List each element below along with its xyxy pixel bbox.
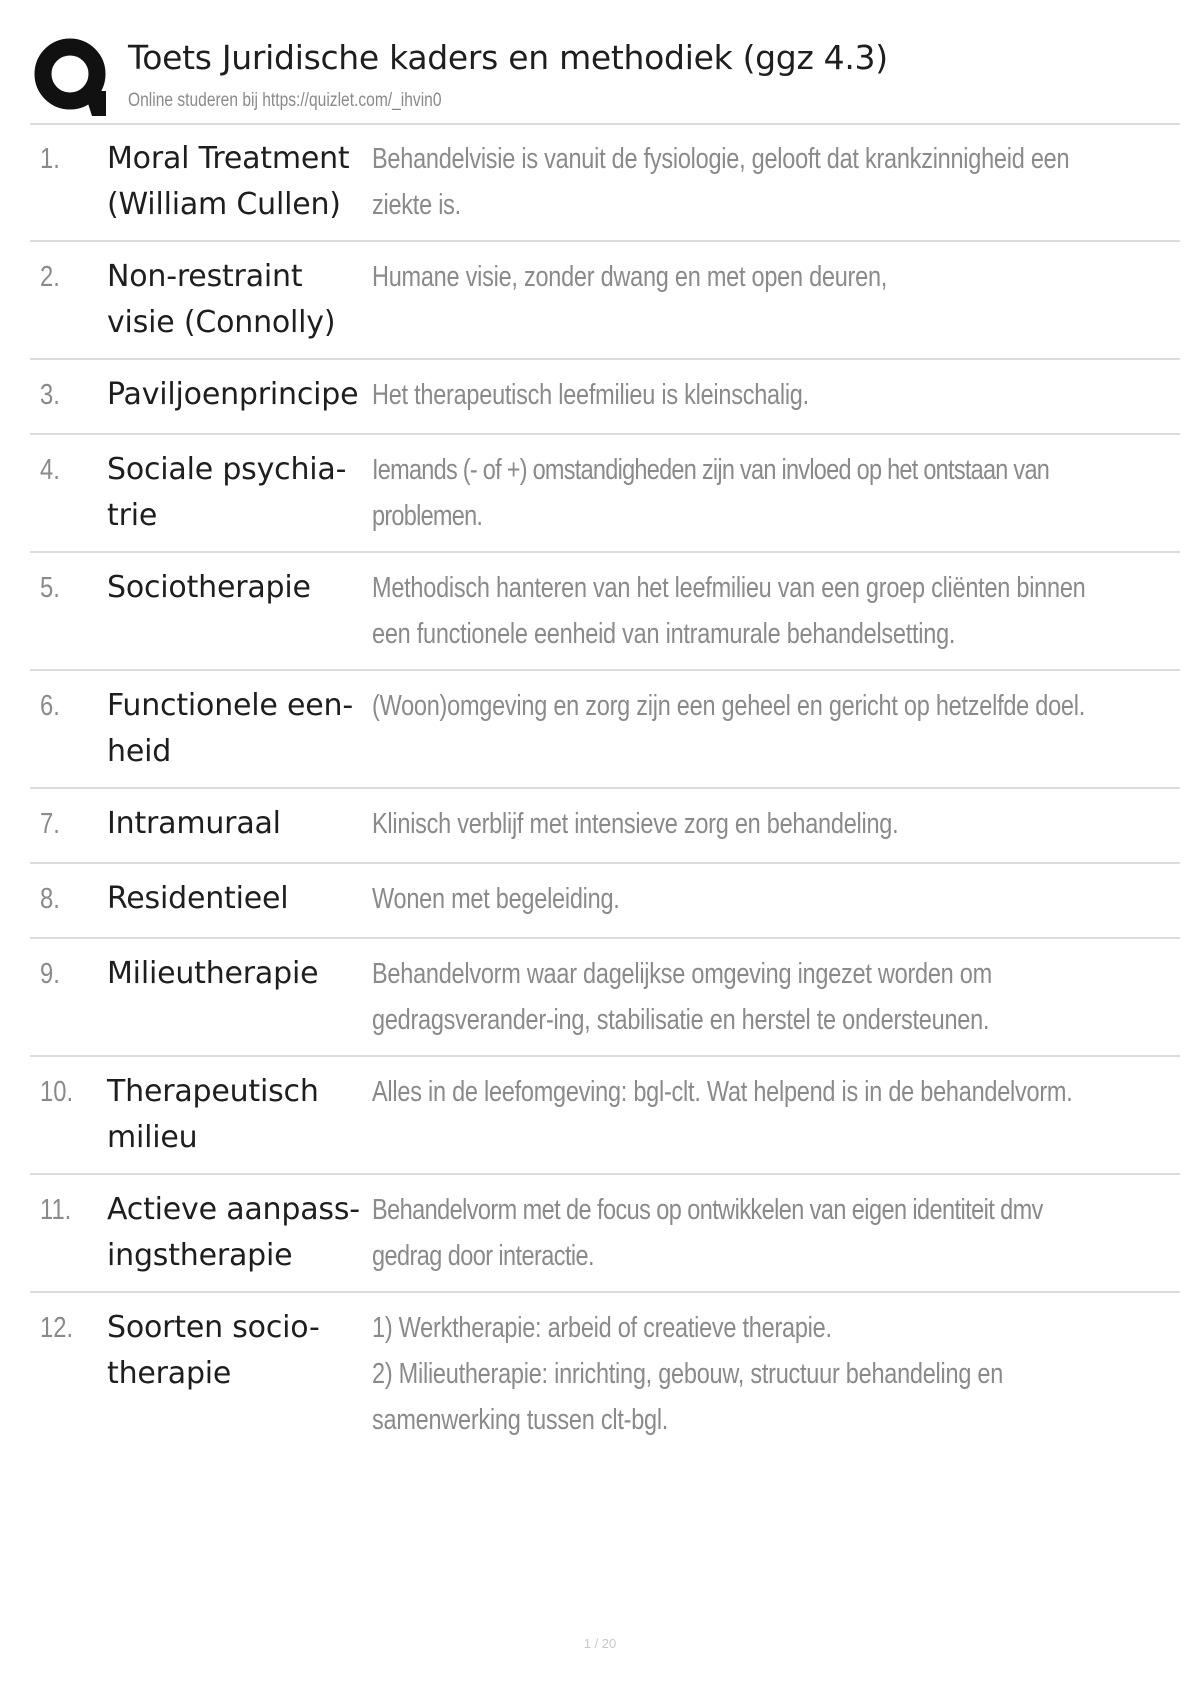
term-row <box>30 939 1180 1057</box>
term-row <box>30 124 1180 242</box>
term-title: Moral Treatment (William Cullen) <box>107 141 350 222</box>
term-row <box>30 360 1180 435</box>
term-list <box>30 124 1180 1453</box>
term-title: Sociotherapie <box>107 570 311 605</box>
quizlet-logo-icon <box>32 36 116 120</box>
term-title: Functionele een-heid <box>107 688 353 769</box>
term-row <box>30 242 1180 360</box>
term-definition: Behandelvisie is vanuit de fysiologie, gelooft dat krankzinnigheid een ziekte is. <box>372 143 1070 221</box>
term-definition: Klinisch verblijf met intensieve zorg en behandeling. <box>372 808 899 840</box>
term-title: Sociale psychia-trie <box>107 452 347 533</box>
term-number: 8. <box>40 883 60 915</box>
document-subtitle: Online studeren bij https://quizlet.com/_ihvin0 <box>128 90 442 111</box>
term-title: Residentieel <box>107 881 289 916</box>
term-title: Milieutherapie <box>107 956 319 991</box>
term-row <box>30 435 1180 553</box>
term-title: Actieve aanpass-ingstherapie <box>107 1192 360 1273</box>
definition-line: 1) Werktherapie: arbeid of creatieve therapie. <box>372 1312 832 1344</box>
term-definition <box>372 1305 1105 1443</box>
term-definition: Wonen met begeleiding. <box>372 883 620 915</box>
term-number: 5. <box>40 572 60 604</box>
term-row <box>30 553 1180 671</box>
term-row <box>30 789 1180 864</box>
term-definition: Humane visie, zonder dwang en met open deuren, <box>372 261 888 293</box>
term-row <box>30 1175 1180 1293</box>
term-number: 1. <box>40 143 60 175</box>
definition-line: 2) Milieutherapie: inrichting, gebouw, structuur behandeling en samenwerking tussen clt-bgl. <box>372 1358 1004 1436</box>
term-number: 11. <box>40 1194 72 1226</box>
term-row <box>30 864 1180 939</box>
term-row <box>30 1057 1180 1175</box>
term-title: Therapeutisch milieu <box>107 1074 319 1155</box>
term-row <box>30 1293 1180 1453</box>
term-title: Intramuraal <box>107 806 281 841</box>
term-title: Paviljoenprincipe <box>107 377 359 412</box>
term-number: 4. <box>40 454 60 486</box>
page-number: 1 / 20 <box>583 1636 617 1651</box>
term-number: 9. <box>40 958 60 990</box>
term-definition: Methodisch hanteren van het leefmilieu van een groep cliënten binnen een functionele eenheid van intramurale behandelsetting. <box>372 572 1086 650</box>
term-number: 2. <box>40 261 60 293</box>
term-title: Soorten socio-therapie <box>107 1310 320 1391</box>
term-definition: Het therapeutisch leefmilieu is kleinschalig. <box>372 379 809 411</box>
term-definition: (Woon)omgeving en zorg zijn een geheel en gericht op hetzelfde doel. <box>372 690 1086 722</box>
term-definition: Alles in de leefomgeving: bgl-clt. Wat helpend is in de behandelvorm. <box>372 1076 1073 1108</box>
document-header <box>30 32 1180 120</box>
term-number: 12. <box>40 1312 74 1344</box>
term-number: 3. <box>40 379 60 411</box>
term-number: 10. <box>40 1076 74 1108</box>
term-title: Non-restraint visie (Connolly) <box>107 259 336 340</box>
term-row <box>30 671 1180 789</box>
term-definition: Behandelvorm met de focus op ontwikkelen van eigen identiteit dmv gedrag door interactie. <box>372 1194 1043 1272</box>
term-number: 7. <box>40 808 60 840</box>
term-definition: Iemands (- of +) omstandigheden zijn van invloed op het ontstaan van problemen. <box>372 454 1050 532</box>
term-definition: Behandelvorm waar dagelijkse omgeving ingezet worden om gedragsverander-ing, stabilisatie en herstel te ondersteunen. <box>372 958 992 1036</box>
term-number: 6. <box>40 690 60 722</box>
document-title: Toets Juridische kaders en methodiek (ggz 4.3) <box>128 38 888 77</box>
